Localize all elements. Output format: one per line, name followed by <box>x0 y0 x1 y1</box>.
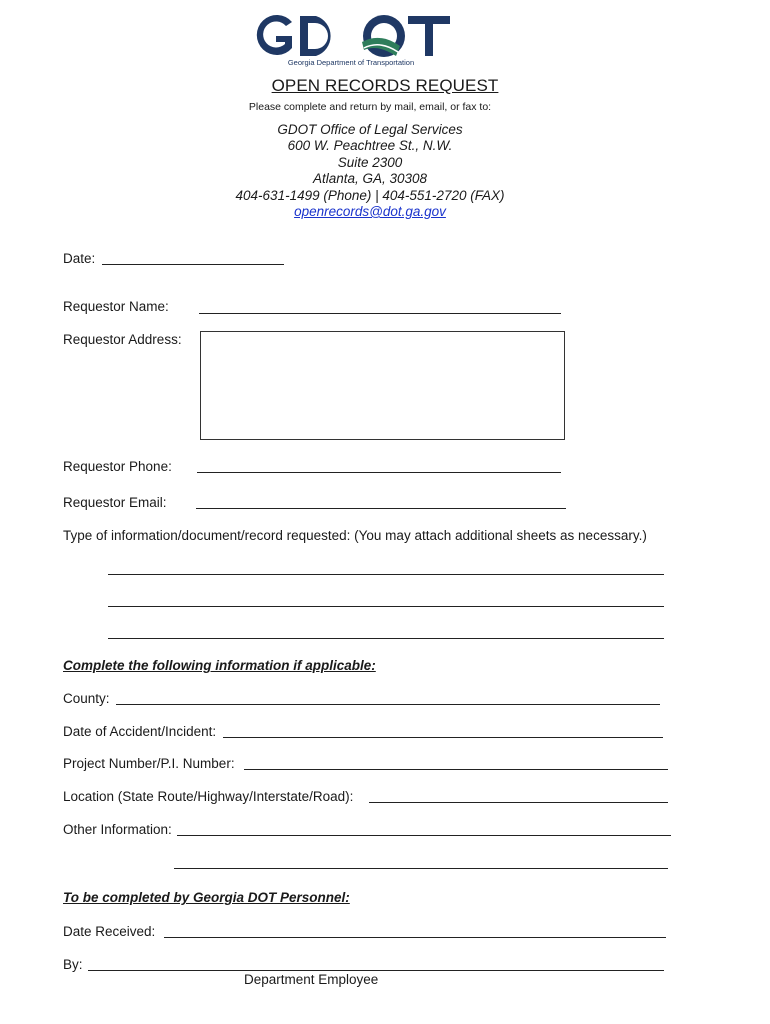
gdot-logo-icon <box>250 12 452 68</box>
email-link[interactable]: openrecords@dot.ga.gov <box>294 204 446 220</box>
accident-date-label: Date of Accident/Incident: <box>63 724 217 739</box>
by-label: By: <box>63 957 83 972</box>
gdot-logo <box>250 12 452 68</box>
location-label: Location (State Route/Highway/Interstate/Road): <box>63 789 354 804</box>
date-field[interactable] <box>102 264 284 265</box>
county-field[interactable] <box>116 704 660 705</box>
other-info-line-2[interactable] <box>174 868 668 869</box>
requestor-name-field[interactable] <box>199 313 561 314</box>
phone-fax: 404-631-1499 (Phone) | 404-551-2720 (FAX) <box>235 187 505 203</box>
personnel-heading: To be completed by Georgia DOT Personnel: <box>63 890 350 905</box>
date-received-label: Date Received: <box>63 924 156 939</box>
requestor-address-box[interactable] <box>200 331 565 440</box>
employee-caption: Department Employee <box>244 972 379 987</box>
location-field[interactable] <box>369 802 668 803</box>
county-label: County: <box>63 691 110 706</box>
office-name: GDOT Office of Legal Services <box>277 122 463 137</box>
mailing-address <box>0 122 740 220</box>
record-type-line-1[interactable] <box>108 574 664 575</box>
accident-date-field[interactable] <box>223 737 663 738</box>
other-info-label: Other Information: <box>63 822 172 837</box>
record-type-line-3[interactable] <box>108 638 664 639</box>
project-number-label: Project Number/P.I. Number: <box>63 756 235 771</box>
requestor-email-field[interactable] <box>196 508 566 509</box>
record-type-line-2[interactable] <box>108 606 664 607</box>
requestor-phone-field[interactable] <box>197 472 561 473</box>
by-field[interactable] <box>88 970 664 971</box>
form-subtitle: Please complete and return by mail, email, or fax to: <box>248 101 492 113</box>
requestor-email-label: Requestor Email: <box>63 495 167 510</box>
project-number-field[interactable] <box>244 769 668 770</box>
suite: Suite 2300 <box>337 154 403 170</box>
logo-tagline: Georgia Department of Transportation <box>287 58 415 67</box>
applicable-heading: Complete the following information if applicable: <box>63 658 376 673</box>
city-state-zip: Atlanta, GA, 30308 <box>312 171 428 187</box>
other-info-field[interactable] <box>177 835 671 836</box>
requestor-phone-label: Requestor Phone: <box>63 459 172 474</box>
form-title: OPEN RECORDS REQUEST <box>271 76 499 95</box>
requestor-address-label: Requestor Address: <box>63 332 182 347</box>
date-label: Date: <box>63 251 96 266</box>
date-received-field[interactable] <box>164 937 666 938</box>
requestor-name-label: Requestor Name: <box>63 299 169 314</box>
record-type-label: Type of information/document/record requested: (You may attach additional sheets as necessary.) <box>63 528 647 543</box>
street-address: 600 W. Peachtree St., N.W. <box>287 138 453 154</box>
